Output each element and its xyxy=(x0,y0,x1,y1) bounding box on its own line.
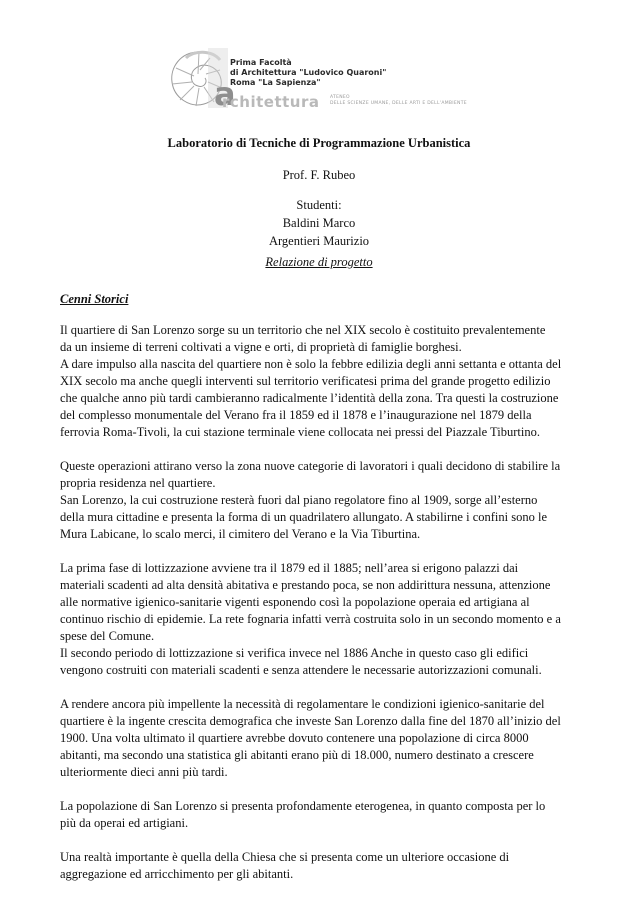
body-paragraph xyxy=(60,458,580,543)
paragraph-line: da un insieme di terreni coltivati a vigne e orti, di proprietà di famiglie borghesi. xyxy=(60,340,462,354)
paragraph-line: 1900. Una volta ultimato il quartiere avrebbe dovuto contenere una popolazione di circa 8000 xyxy=(60,731,529,745)
paragraph-line: San Lorenzo, la cui costruzione resterà fuori dal piano regolatore fino al 1909, sorge all’esterno xyxy=(60,493,538,507)
architettura-wordmark: rchitettura xyxy=(222,93,320,111)
paragraph-line: La popolazione di San Lorenzo si presenta profondamente eterogenea, in quanto composta per lo xyxy=(60,799,546,813)
paragraph-line: della mura cittadine e presenta la forma di un quadrilatero allungato. A stabilirne i confini sono le xyxy=(60,510,547,524)
paragraph-line: XIX secolo ma anche quegli interventi sul territorio verificatesi prima del grande progetto edilizio xyxy=(60,374,551,388)
paragraph-line: Una realtà importante è quella della Chiesa che si presenta come un ulteriore occasione di xyxy=(60,850,510,864)
body-paragraph xyxy=(60,696,580,781)
paragraph-line: vengono costruiti con materiali scadenti e senza attendere le necessarie autorizzazioni comunali. xyxy=(60,663,542,677)
faculty-name xyxy=(230,58,386,88)
body-paragraph xyxy=(60,560,580,679)
paragraph-line: propria residenza nel quartiere. xyxy=(60,476,216,490)
paragraph-line: ferrovia Roma-Tivoli, la cui stazione terminale viene collocata nei pressi del Piazzale Tiburtino. xyxy=(60,425,540,439)
paragraph-line: alle normative igienico-sanitarie vigenti esponendo così la popolazione operaia ed artigiana al xyxy=(60,595,530,609)
body-paragraph xyxy=(60,849,580,883)
body-paragraph xyxy=(60,798,580,832)
paragraph-line: del complesso monumentale del Verano fra il 1859 ed il 1878 e l’inaugurazione nel 1879 della xyxy=(60,408,532,422)
paragraph-line: A dare impulso alla nascita del quartiere non è solo la febbre edilizia degli anni settanta e ottanta del xyxy=(60,357,562,371)
section-body xyxy=(60,322,580,900)
paragraph-line: Queste operazioni attirano verso la zona nuove categorie di lavoratori i quali decidono di stabilire la xyxy=(60,459,561,473)
paragraph-line: Il quartiere di San Lorenzo sorge su un territorio che nel XIX secolo è costituito prevalentemente xyxy=(60,323,546,337)
paragraph-line: spese del Comune. xyxy=(60,629,155,643)
student-name: Argentieri Maurizio xyxy=(268,234,370,248)
report-title: Relazione di progetto xyxy=(265,255,373,269)
architettura-initial: a xyxy=(214,75,236,113)
ateneo-caption xyxy=(330,95,467,107)
ateneo-line: ATENEO xyxy=(330,95,350,100)
faculty-line: Prima Facoltà xyxy=(230,58,292,67)
paragraph-line: che qualche anno più tardi cambieranno radicalmente l’identità della zona. Tra questi la costruzione xyxy=(60,391,559,405)
paragraph-line: più da operai ed artigiani. xyxy=(60,816,189,830)
paragraph-line: La prima fase di lottizzazione avviene tra il 1879 ed il 1885; nell’area si erigono palazzi dai xyxy=(60,561,519,575)
student-name: Baldini Marco xyxy=(282,216,356,230)
paragraph-line: Mura Labicane, lo scalo merci, il cimitero del Verano e la Via Tiburtina. xyxy=(60,527,421,541)
faculty-line: di Architettura "Ludovico Quaroni" xyxy=(230,68,387,77)
students-label: Studenti: xyxy=(296,198,342,212)
paragraph-line: continuo rischio di epidemie. La rete fognaria infatti verrà costruita solo in un secondo momento e a xyxy=(60,612,561,626)
section-heading: Cenni Storici xyxy=(60,292,129,306)
professor-name: Prof. F. Rubeo xyxy=(282,168,356,182)
paragraph-line: ulteriormente dieci anni più tardi. xyxy=(60,765,228,779)
paragraph-line: materiali scadenti ad alta densità abitativa e prestando poca, se non addirittura nessuna, attenzione xyxy=(60,578,551,592)
faculty-logo xyxy=(164,44,494,114)
course-title: Laboratorio di Tecniche di Programmazione Urbanistica xyxy=(167,136,471,150)
faculty-line: Roma "La Sapienza" xyxy=(230,78,321,87)
paragraph-line: A rendere ancora più impellente la necessità di regolamentare le condizioni igienico-sanitarie del xyxy=(60,697,545,711)
ateneo-line: DELLE SCIENZE UMANE, DELLE ARTI E DELL'AMBIENTE xyxy=(330,101,467,106)
body-paragraph xyxy=(60,322,580,441)
students-block xyxy=(0,196,638,250)
paragraph-line: Il secondo periodo di lottizzazione si verifica invece nel 1886 Anche in questo caso gli edifici xyxy=(60,646,529,660)
paragraph-line: aggregazione ed arricchimento per gli abitanti. xyxy=(60,867,294,881)
paragraph-line: quartiere è la ingente crescita demografica che investe San Lorenzo dalla fine del 1870 all’inizio del xyxy=(60,714,561,728)
paragraph-line: abitanti, ma secondo una statistica gli abitanti erano più di 18.000, numero destinato a crescere xyxy=(60,748,534,762)
